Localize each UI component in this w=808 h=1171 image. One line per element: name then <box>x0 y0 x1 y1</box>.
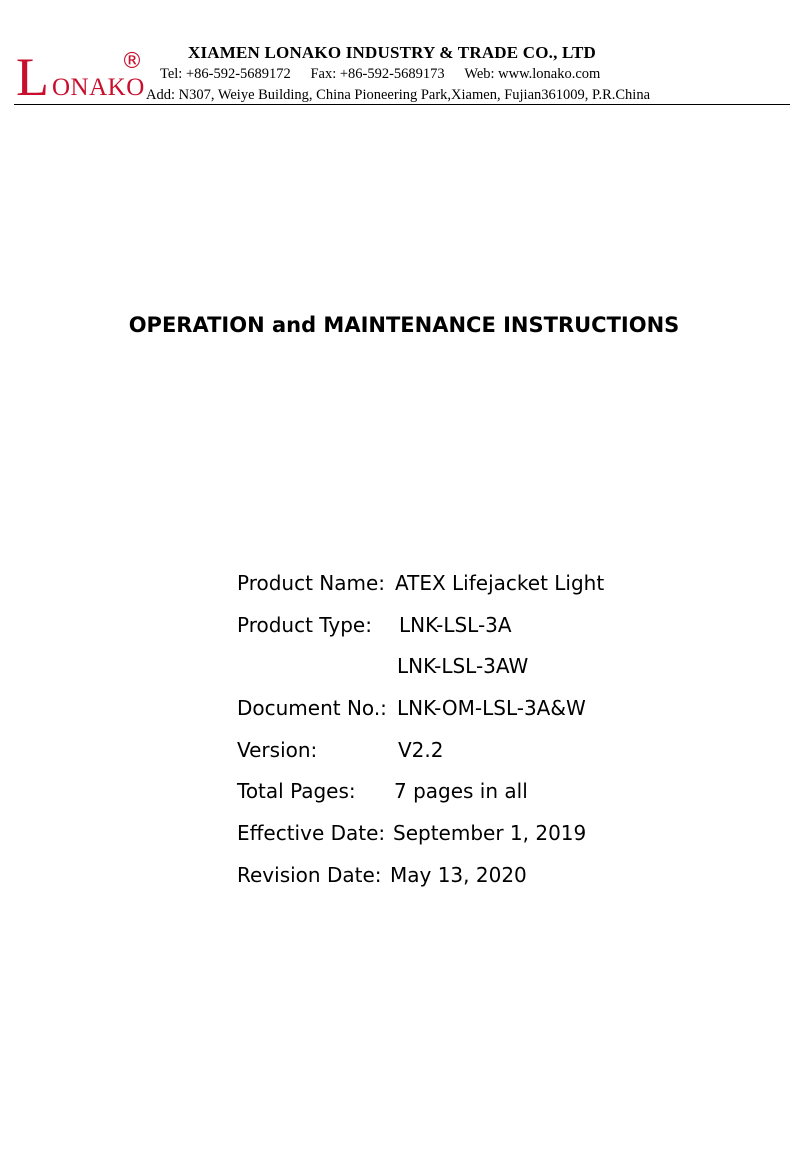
product-type-row-2 <box>237 646 757 688</box>
registered-mark: ® <box>121 49 143 74</box>
company-name: XIAMEN LONAKO INDUSTRY & TRADE CO., LTD <box>188 43 597 62</box>
total-pages-row <box>237 771 757 813</box>
product-type-value: LNK-LSL-3A <box>399 612 512 637</box>
document-title: OPERATION and MAINTENANCE INSTRUCTIONS <box>128 313 680 337</box>
telephone: Tel: +86-592-5689172 <box>160 66 291 82</box>
product-type-row <box>237 605 757 647</box>
revision-date-value: May 13, 2020 <box>390 862 527 887</box>
effective-date-label: Effective Date: <box>237 821 386 846</box>
company-logo <box>16 48 146 106</box>
product-name-label: Product Name: <box>237 571 386 595</box>
product-type-value-2: LNK-LSL-3AW <box>397 654 529 679</box>
total-pages-label: Total Pages: <box>237 779 356 804</box>
version-row <box>237 730 757 772</box>
logo-wordmark: ONAKO <box>52 74 145 101</box>
document-no-value: LNK-OM-LSL-3A&W <box>397 696 586 721</box>
header-divider <box>14 104 790 105</box>
document-no-label: Document No.: <box>237 696 387 721</box>
revision-date-row <box>237 855 757 897</box>
logo-initial: L <box>16 47 49 107</box>
product-type-label: Product Type: <box>237 612 372 637</box>
company-address: Add: N307, Weiye Building, China Pioneering Park,Xiamen, Fujian361009, P.R.China <box>146 87 651 103</box>
effective-date-value: September 1, 2019 <box>393 821 587 846</box>
effective-date-row <box>237 813 757 855</box>
website: Web: www.lonako.com <box>464 66 601 82</box>
revision-date-label: Revision Date: <box>237 862 382 887</box>
contact-line <box>160 65 600 83</box>
total-pages-value: 7 pages in all <box>394 779 528 804</box>
version-value: V2.2 <box>398 737 444 762</box>
product-details <box>237 563 757 897</box>
fax: Fax: +86-592-5689173 <box>310 66 445 82</box>
document-no-row <box>237 688 757 730</box>
product-name-value: ATEX Lifejacket Light <box>395 571 605 595</box>
version-label: Version: <box>237 737 318 762</box>
product-name-row <box>237 563 757 605</box>
